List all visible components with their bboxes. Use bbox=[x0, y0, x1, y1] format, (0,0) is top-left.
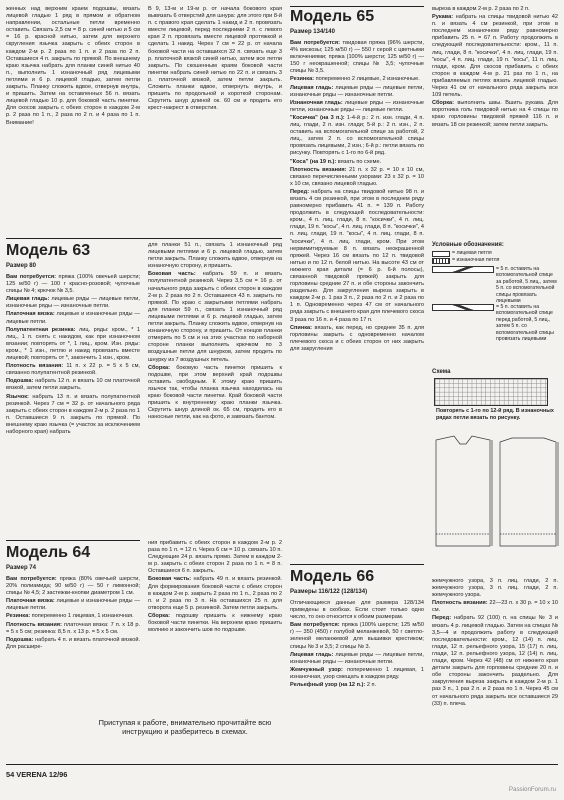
garment-diagram bbox=[432, 434, 560, 554]
paragraph: женных над верхним краем подошвы, вязать лицевой гладью 1 ряд в прямом и обратном направлении, остальные петли временно оставить. Связать 2,5 см = 8 р. синей нитью и 5 см = 16 р. красной нитью, затем для верхнего скругления язычка закрыть с обеих сторон в каждом 2-м р. 2 раза по 1 п. и 2 раза по 2 п. Оставшиеся 4 п. закрыть по прямой. По внешнему краю язычка набрать для планки синей нитью 40 п., выполнить 1 изнаночный ряд лицевыми петлями и 6 р. лицевой гладью, затем петли закрыть. Планку сложить вдвое, отвернув внутрь, и пришить. Затем на оставленных 56 п. вязать лицевой гладью 10 р. для боковой часть пинетки. Для скосов закрыть с обеих сторон в каждом 2-м р. 2 раза по 1 п., 2 раза по 2 п. и 4 раза по 1 п. Внимание! bbox=[6, 6, 140, 126]
paragraph: В 9, 13-м и 19-м р. от начала бокового края вывязать 6 отверстий для шнура: для этого при 8-й п. с правого края сделать 1 накид и 2 п. провязать вместе лицевой, перед последними 2 п. с левого края 2 п. провязать вместе лицевой протяжкой и сделать 1 накид. Через 7 см = 22 р. от начала боковой части на оставшихся 32 п. связать еще 3 р. платочной вязкой синей нитью, затем все петли закрыть. По скошенным краям боковой части пинетки набрать синей нитью по 22 п. и связать 3 р. платочной вязкой, затем петли закрыть. Сложить планки вдвое, отвернуть внутрь, и пришить по продольной и короткой сторонам. Скрутить шнур длиной ок. 60 см и продеть его крест-накрест в отверстия. bbox=[148, 6, 282, 112]
paragraph: Резинка: попеременно 1 лицевая, 1 изнаночная. bbox=[6, 613, 134, 620]
model-64-size: Размер 74 bbox=[6, 565, 36, 571]
model-63-col1 bbox=[6, 274, 140, 536]
paragraph: Плотность вязания: 11 п. x 22 р. = 5 x 5 см, связанно полупатентной резинкой. bbox=[6, 363, 140, 377]
paragraph: Сборка: выполнить швы. Вшить рукава. Для воротника голь твидовой нитью на 4 спицы по краю горловины твидовой пряжей 116 п. и вязать 18 см резинкой; затем петли закрыть. bbox=[432, 100, 558, 128]
paragraph: Перед: набрать на спицы твидовой нитью 98 п. и вязать 4 см резинкой, при этом в последнем ряду равномерно прибавить 41 п. = 139 п. Работу продолжить в следующей последовательности: кром., 4 п. лиц. глади, 8 п. "косички", 4 п. лиц. глади, 19 п. "косы", 4 п. лиц. глади, 8 п. "косички", 4 п. лиц. глади, 19 п. "косы", 4 п. лиц. глади, 8 п. "косички", 4 п. лиц. глади, кром. При этом нервимитируемые 8 п. вязать неокрашенной пряжей. Через 16 см вязать по 12 п. твидовой нитью и по 12 п. белой нитью. На высоте 43 см от нижнего края детали (= 6 р. 6-й полосы), связанной твидовой пряжей) закрыть для горловины средние 27 п. и обе стороны закончить раздельно. Для закругления выреза закрыть в каждом 2-м р. 1 раз 3 п., 2 раза по 2 п. и 2 раза по 1 п. Одновременно через 47 см от начального ряда закрыть с внешнего края для плечевого скоса 3 раза по 16 п. и 4 раза по 17 п. bbox=[290, 188, 424, 323]
paragraph: Плотность вязания: платочная вязка: 7 п. x 18 р. = 5 x 5 см; резинка: 8,5 п. x 13 р. = 5 x 5 см. bbox=[6, 621, 140, 635]
paragraph: "Косичка" (на 3 п.): 1-4-й р.: 2 п. изн. глади, 4 п. лиц. глади, 2 п. изн. глади; 5-й р.: 2 п. изн., 2 п. оставить на вспомогательной спице за работой, 2 лиц., затем 2 п. со вспомогательной спицы провязать лицевыми, 2 изн.; 6-й р.: петли вязать по рисунку. Повторять с 1-го по 6-й ряд. bbox=[290, 114, 424, 157]
chart-label: Схема bbox=[432, 369, 451, 375]
legend-item: = изнаночная петля bbox=[452, 257, 500, 263]
paragraph: Перед: набрать 92 (100) п. на спицы № 3 и вязать 4 р. лицевой гладью. Затем на спицах № 3,5—4 и продолжить работу в следующей последовательности: кром., 12 (14) п. лиц. глади, 12 п. рельефного узора, 15 (17) п. лиц. глади, 12 п. рельефного узора, 12 (14) п. лиц. глади, кром. Через 42 (48) см от нижнего края детали закрыть для горловины средние 20 п. и обе стороны закончить раздельно. Для закругления выреза закрыть в каждом 2-м р. 1 раз 3 п., 1 раз 2 п. и 2 раза по 1 п. Через 45 см от начального ряда закрыть все оставшиеся 29 (33) п. плеча. bbox=[432, 615, 558, 707]
paragraph: Боковая часть: набрать 59 п. и вязать полупатентной резинкой. Через 3,5 см = 16 р. от начального ряда закрыть с обеих сторон в каждом 2-м р. 2 раза по 2 п. Оставшиеся 43 п. закрыть по прямой. По краю с закрытыми петлями набрать для планки 59 п., связать 1 изнаночный ряд лицевыми петлями и 6 р. лицевой гладью, затем петли закрыть. Планку сложить вдвое, отвернув на изнаночную сторону, и пришить. От концов планки отмерить по 5 см и на этих участках по наборной стороне планки выполнить крючком по 3 воздушные петли для шнурков, затем продеть по шнурку из 7 воздушных петель. bbox=[148, 271, 282, 363]
paragraph: Сборка: боковую часть пинетки пришить к подошве, при этом верхний край подошвы оставить свободным. К этому краю пришить язычок так, чтобы планка язычка находилась на краю боковой части пинетки. Край боковой части пришить к внутреннему краю планки язычка. Скрутить шнур длиной ок. 65 см, продеть его в наносные петли, как на фото, и завязать бантом. bbox=[148, 364, 282, 421]
paragraph: Жемчужный узор: попеременно 1 лицевая, 1 изнаночная, узор смещать в каждом ряду. bbox=[290, 666, 424, 680]
paragraph: Резинка: попеременно 2 лицевые, 2 изнаночные. bbox=[290, 76, 420, 83]
model-63-size: Размер 80 bbox=[6, 263, 36, 269]
paragraph: Сборка: подошву пришить к нижнему краю боковой части пинетки. На верхнем краю пришить молнию и закончить шов по подошве. bbox=[148, 612, 282, 634]
model-66-col4 bbox=[432, 578, 558, 760]
model-66-title: Модель 66 bbox=[290, 568, 375, 585]
paragraph: Платочная вязка: лицевые и изнаночные ряды — лицевые петли. bbox=[6, 311, 140, 325]
model-65-size: Размер 134/140 bbox=[290, 29, 335, 35]
paragraph: Плотность вязания: 22—23 п. x 30 р. = 10 x 10 см. bbox=[432, 600, 558, 614]
legend-title: Условные обозначения: bbox=[432, 242, 504, 248]
paragraph: Рельефный узор (на 12 п.): 2 п. bbox=[290, 682, 377, 689]
legend-item: = 5 п. оставить на вспомогательной спице перед работой, 5 лиц., затем 5 п. со вспомогательной спицы провязать лицевыми bbox=[496, 304, 554, 343]
paragraph: Плотность вязания: 21 п. x 32 р. = 10 x 10 см, связано перечисленными узорами: 23 x 32 р. = 10 x 10 см, связано лицевой гладью. bbox=[290, 166, 424, 187]
model-64-title: Модель 64 bbox=[6, 544, 91, 561]
paragraph: Лицевая гладь: лицевые ряды — лицевые петли, изнаночные ряды — изнаночные петли. bbox=[6, 296, 140, 310]
paragraph: Вам потребуется: твидовая пряжа (96% шерсти, 4% вискозы; 125 м/50 г) — 550 г серой с цветными включениями; пряжа (100% шерсти; 125 м/50 г) — 150 г неокрашенной; спицы № 3,5; чулочные спицы № 3,5. bbox=[290, 40, 424, 75]
paragraph: Лицевая гладь: лицевые ряды — лицевые петли, изнаночные ряды — изнаночные петли. bbox=[290, 651, 424, 665]
model-66-size: Размеры 116/122 (128/134) bbox=[290, 589, 368, 595]
paragraph: Лицевая гладь: лицевые ряды — лицевые петли, изнаночные ряды — изнаночные петли. bbox=[290, 84, 424, 98]
paragraph: Спинка: вязать, как перед, но среднее 35 п. для горловины закрыть с одновременно началом плечевого скоса и с обеих сторон от них закрыть для закругления bbox=[290, 324, 424, 352]
model62-continuation-2 bbox=[148, 6, 282, 214]
paragraph: Вам потребуется: пряжа (80% овечьей шерсти, 20% полиамида; 90 м/50 г) — 50 г лимонной; спицы № 4,5; 2 застежки-кнопки диаметром 1 см. bbox=[6, 576, 140, 597]
footer-rule bbox=[6, 764, 558, 765]
section-rule bbox=[290, 564, 424, 565]
model-65-title: Модель 65 bbox=[290, 8, 375, 25]
legend-item: = 5 п. оставить на вспомогательной спице за работой, 5 лиц., затем 5 п. со вспомогательной спицы провязать лицевыми bbox=[496, 266, 557, 305]
section-rule bbox=[6, 540, 140, 541]
chart-repeat-note: Повторять с 1-го по 12-й ряд. В изнаночных рядах петли вязать по рисунку. bbox=[436, 408, 554, 421]
instruction-note: Приступая к работе, внимательно прочитайте всю инструкцию и разберитесь в схемах. bbox=[98, 718, 272, 737]
paragraph: Вам потребуется: пряжа (100% овечьей шерсти; 125 м/50 г) — 100 г красно-розовой; чулочные спицы № 4; крючок № 3,5. bbox=[6, 274, 140, 295]
section-rule bbox=[6, 238, 282, 239]
paragraph: выреза в каждом 2-м р. 2 раза по 2 п. bbox=[432, 6, 530, 12]
paragraph: ния прибавить с обеих сторон в каждом 2-м р. 2 раза по 1 п. = 12 п. Через 6 см = 10 р. связать 10 п. Следующие 24 р. вязать прямо. Затем в каждом 2-м р. закрыть с обеих сторон 2 раза по 1 п. = 8 п. Оставшиеся 6 п. закрыть. bbox=[148, 540, 282, 575]
paragraph: Подошва: набрать 12 п. и вязать 10 см платочной вязкой, затем петли закрыть. bbox=[6, 378, 140, 392]
model-65-col4 bbox=[432, 6, 558, 240]
cable-chart-grid bbox=[434, 378, 548, 406]
paragraph: Отличающиеся данные для размера 128/134 приведены в скобках. Если стоит только одно число, то оно относится к обоим размерам. bbox=[290, 600, 424, 621]
paragraph: Платочная вязка: лицевые и изнаночные ряды — лицевые петли. bbox=[6, 598, 140, 612]
model-64-col2 bbox=[148, 540, 282, 710]
legend-item: = лицевая петля bbox=[452, 250, 492, 256]
model-65-col3 bbox=[290, 40, 424, 562]
model62-continuation bbox=[6, 6, 140, 242]
model-66-col3 bbox=[290, 600, 424, 760]
section-rule bbox=[290, 6, 424, 7]
paragraph: Рукава: набрать на спицы твидовой нитью 42 п. и вязать 4 см резинкой, при этом в последнем изнаночном ряду равномерно прибавить 25 п. = 67 п. Работу продолжить в следующей последовательности: кром., 11 п. лиц. глади, 8 п. "косички", 4 п. лиц. глади, 19 п. "косы", 4 п. лиц. глади, 19 п. "косы", 11 п. лиц. глади, кром. Для скосов прибавить с обеих сторон в каждом 4-м р. 21 раз по 1 п., на прибавляемых петлях вязать лицевой гладью. Через 41 см от начального ряда закрыть все 109 петель. bbox=[432, 14, 558, 99]
paragraph: Вам потребуется: пряжа (100% шерсти; 125 м/50 г) — 350 (450) г голубой меланжевой, 50 г светло-зеленой меланжевой для вышивки крестиком; спицы № 3 и 3,5; 2 спицы № 3. bbox=[290, 622, 424, 650]
paragraph: Язычок: набрать 13 п. и вязать полупатентной резинкой. Через 7 см = 32 р. от начального ряда закрыть с обеих сторон в каждом 2-м р. 2 раза по 1 п. Оставшиеся 9 п. закрыть по прямой. По внешнему краю язычка (= участок за исключением наборного края) набрать bbox=[6, 393, 140, 435]
front-outline bbox=[436, 436, 490, 546]
paragraph: Подошва: набрать 4 п. и вязать платочной вязкой. Для расшире- bbox=[6, 636, 140, 650]
watermark: PassionForum.ru bbox=[508, 786, 556, 793]
paragraph: Боковая часть: набрать 49 п. и вязать резинкой. Для формирования боковой части с обеих сторон в каждом 2-м р. закрыть 2 раза по 1 п., 2 раза по 2 п. и 2 раза по 3 п. На оставшихся 25 п. для отворота еще 5 р. резинкой. Затем петли закрыть. bbox=[148, 576, 282, 611]
model-64-col1 bbox=[6, 576, 140, 710]
paragraph: "Коса" (на 19 п.): вязать по схеме. bbox=[290, 158, 382, 165]
paragraph: Полупатентная резинка: лиц. ряды: кром., * 1 лиц., 1 п. снять с накидом, как при изнаночном вязании; повторять от *, 1 лиц., кром. Изн. ряды: кром., * 1 изн., петлю и накид провязать вместе лицевой; повторять от *, закончить 1 изн., кром. bbox=[6, 326, 140, 362]
model-63-title: Модель 63 bbox=[6, 242, 91, 259]
paragraph: для планки 51 п., связать 1 изнаночный ряд лицевыми петлями и 6 р. лицевой гладью, затем петли закрыть. Планку сложить вдвое, отвернув на изнаночную сторону, и пришить. bbox=[148, 242, 282, 270]
paragraph: Изнаночная гладь: лицевые ряды — изнаночные петли, изнаночные ряды — лицевые петли. bbox=[290, 99, 424, 113]
paragraph: жемчужного узора, 3 п. лиц. глади, 2 п. жемчужного узора, 3 п. лиц. глади, 2 п. жемчужного узора. bbox=[432, 578, 558, 599]
model-63-col2 bbox=[148, 242, 282, 536]
back-outline bbox=[500, 438, 556, 546]
page-footer: 54 VERENA 12/96 bbox=[6, 770, 68, 779]
